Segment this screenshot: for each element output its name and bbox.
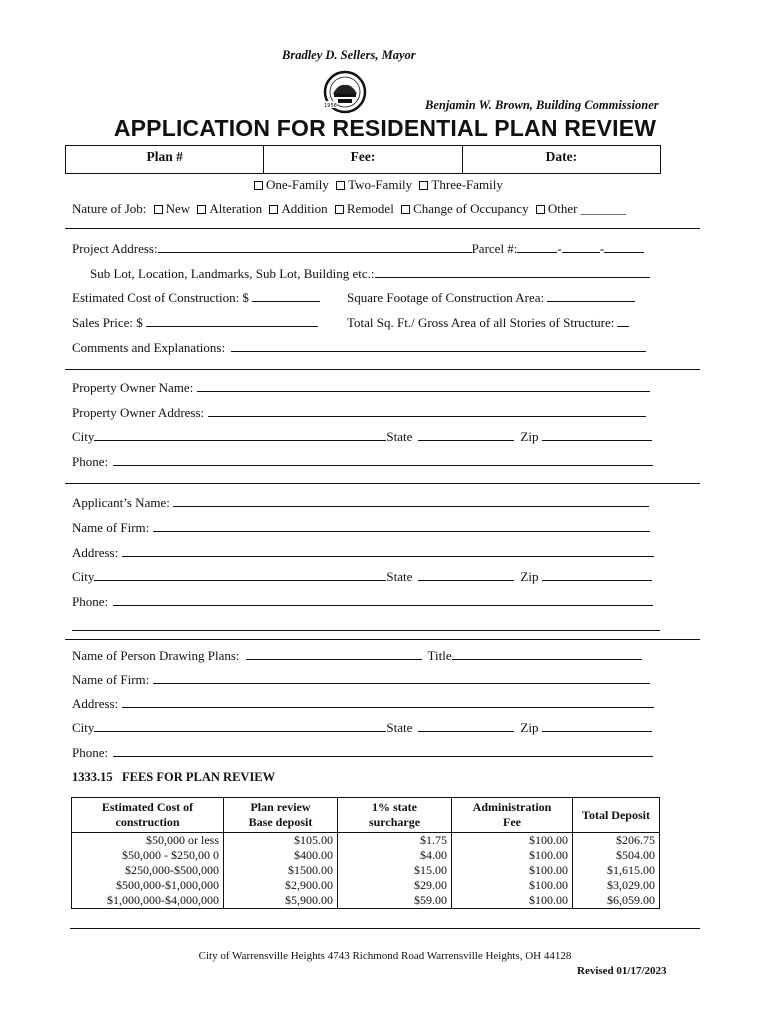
drawer-city-label: City bbox=[72, 720, 95, 735]
nature-of-job-label: Nature of Job: bbox=[72, 201, 147, 216]
drawer-zip-field[interactable] bbox=[542, 720, 652, 732]
svg-text:1958: 1958 bbox=[324, 103, 337, 109]
header-plan-review: Plan review Base deposit bbox=[224, 798, 338, 833]
table-row bbox=[72, 833, 660, 849]
sales-price-label: Sales Price: $ bbox=[72, 315, 143, 330]
admin-fee-cell: $100.00 bbox=[452, 833, 573, 849]
section-divider bbox=[65, 639, 700, 640]
alteration-checkbox[interactable] bbox=[197, 205, 206, 214]
applicant-extra-field[interactable] bbox=[72, 619, 660, 631]
drawer-title-label: Title bbox=[427, 648, 452, 663]
comments-label: Comments and Explanations: bbox=[72, 340, 226, 355]
nature-of-job-row bbox=[72, 201, 626, 217]
comments-field[interactable] bbox=[231, 340, 646, 352]
drawer-state-label: State bbox=[386, 720, 413, 735]
base-deposit-cell: $400.00 bbox=[224, 848, 338, 863]
owner-city-label: City bbox=[72, 429, 95, 444]
remodel-label: Remodel bbox=[346, 201, 394, 216]
project-address-label: Project Address: bbox=[72, 241, 158, 256]
owner-phone-label: Phone: bbox=[72, 454, 109, 469]
applicant-address-field[interactable] bbox=[122, 545, 654, 557]
applicant-zip-field[interactable] bbox=[542, 569, 652, 581]
owner-phone-field[interactable] bbox=[113, 454, 653, 466]
applicant-state-label: State bbox=[386, 569, 413, 584]
applicant-zip-label: Zip bbox=[520, 569, 539, 584]
sublot-field[interactable] bbox=[375, 266, 650, 278]
city-seal-icon bbox=[320, 70, 370, 114]
one-family-checkbox[interactable] bbox=[254, 181, 263, 190]
owner-name-label: Property Owner Name: bbox=[72, 380, 194, 395]
applicant-name-row bbox=[72, 495, 649, 511]
admin-fee-cell: $100.00 bbox=[452, 848, 573, 863]
alteration-label: Alteration bbox=[209, 201, 263, 216]
drawer-city-field[interactable] bbox=[94, 720, 386, 732]
plan-fee-date-box bbox=[65, 145, 661, 174]
total-sqft-field[interactable] bbox=[617, 315, 629, 327]
header-estimated-cost: Estimated Cost of construction bbox=[72, 798, 224, 833]
fee-field[interactable]: Fee: bbox=[263, 146, 461, 173]
parcel-field-2[interactable] bbox=[562, 241, 600, 253]
project-address-row bbox=[72, 241, 644, 257]
drawer-phone-row bbox=[72, 745, 653, 761]
section-divider bbox=[65, 228, 700, 229]
applicant-name-field[interactable] bbox=[173, 495, 649, 507]
drawer-firm-row bbox=[72, 672, 650, 688]
applicant-extra-row bbox=[72, 619, 660, 635]
other-checkbox[interactable] bbox=[536, 205, 545, 214]
one-family-label: One-Family bbox=[266, 177, 329, 192]
owner-city-row bbox=[72, 429, 652, 445]
surcharge-cell: $15.00 bbox=[338, 863, 452, 878]
applicant-address-label: Address: bbox=[72, 545, 119, 560]
sublot-label: Sub Lot, Location, Landmarks, Sub Lot, Building etc.: bbox=[90, 266, 375, 281]
applicant-state-field[interactable] bbox=[418, 569, 514, 581]
drawer-name-label: Name of Person Drawing Plans: bbox=[72, 648, 240, 663]
drawer-state-field[interactable] bbox=[418, 720, 514, 732]
cost-row bbox=[72, 290, 320, 306]
drawer-name-field[interactable] bbox=[246, 648, 422, 660]
base-deposit-cell: $2,900.00 bbox=[224, 878, 338, 893]
fees-header-row bbox=[72, 798, 660, 833]
admin-fee-cell: $100.00 bbox=[452, 893, 573, 909]
cost-range-cell: $50,000 or less bbox=[72, 833, 224, 849]
total-deposit-cell: $6,059.00 bbox=[573, 893, 660, 909]
square-footage-field[interactable] bbox=[547, 290, 635, 302]
surcharge-cell: $59.00 bbox=[338, 893, 452, 909]
header-administration-fee: Administration Fee bbox=[452, 798, 573, 833]
table-row bbox=[72, 848, 660, 863]
parcel-field-1[interactable] bbox=[517, 241, 557, 253]
footer-divider bbox=[70, 928, 700, 929]
estimated-cost-field[interactable] bbox=[252, 290, 320, 302]
commissioner-name: Benjamin W. Brown, Building Commissioner bbox=[425, 98, 659, 112]
applicant-address-row bbox=[72, 545, 654, 561]
owner-phone-row bbox=[72, 454, 653, 470]
addition-label: Addition bbox=[281, 201, 328, 216]
header-total-deposit: Total Deposit bbox=[573, 798, 660, 833]
base-deposit-cell: $105.00 bbox=[224, 833, 338, 849]
family-type-options bbox=[250, 177, 503, 193]
header-state-surcharge: 1% state surcharge bbox=[338, 798, 452, 833]
sqft-row bbox=[347, 290, 635, 306]
applicant-firm-label: Name of Firm: bbox=[72, 520, 150, 535]
applicant-phone-label: Phone: bbox=[72, 594, 109, 609]
owner-address-row bbox=[72, 405, 646, 421]
base-deposit-cell: $1500.00 bbox=[224, 863, 338, 878]
applicant-city-label: City bbox=[72, 569, 95, 584]
applicant-name-label: Applicant’s Name: bbox=[72, 495, 170, 510]
cost-range-cell: $50,000 - $250,00 0 bbox=[72, 848, 224, 863]
owner-name-row bbox=[72, 380, 650, 396]
sales-price-field[interactable] bbox=[146, 315, 318, 327]
table-row bbox=[72, 863, 660, 878]
table-row bbox=[72, 893, 660, 909]
owner-state-field[interactable] bbox=[418, 429, 514, 441]
applicant-city-field[interactable] bbox=[94, 569, 386, 581]
section-divider bbox=[65, 483, 700, 484]
fees-table bbox=[71, 797, 660, 909]
three-family-label: Three-Family bbox=[431, 177, 503, 192]
drawer-title-field[interactable] bbox=[452, 648, 642, 660]
two-family-checkbox[interactable] bbox=[336, 181, 345, 190]
parcel-dash-2: - bbox=[599, 241, 605, 256]
owner-city-field[interactable] bbox=[94, 429, 386, 441]
footer-address: City of Warrensville Heights 4743 Richmond Road Warrensville Heights, OH 44128 bbox=[198, 950, 572, 962]
admin-fee-cell: $100.00 bbox=[452, 878, 573, 893]
total-deposit-cell: $206.75 bbox=[573, 833, 660, 849]
total-deposit-cell: $3,029.00 bbox=[573, 878, 660, 893]
drawer-firm-label: Name of Firm: bbox=[72, 672, 150, 687]
drawer-phone-field[interactable] bbox=[113, 745, 653, 757]
change-of-occupancy-checkbox[interactable] bbox=[401, 205, 410, 214]
square-footage-label: Square Footage of Construction Area: bbox=[347, 290, 545, 305]
applicant-firm-row bbox=[72, 520, 650, 536]
sales-row bbox=[72, 315, 318, 331]
mayor-name: Bradley D. Sellers, Mayor bbox=[282, 48, 416, 62]
applicant-phone-field[interactable] bbox=[113, 594, 653, 606]
applicant-city-row bbox=[72, 569, 652, 585]
drawer-phone-label: Phone: bbox=[72, 745, 109, 760]
three-family-checkbox[interactable] bbox=[419, 181, 428, 190]
surcharge-cell: $1.75 bbox=[338, 833, 452, 849]
change-of-occupancy-label: Change of Occupancy bbox=[413, 201, 529, 216]
estimated-cost-label: Estimated Cost of Construction: $ bbox=[72, 290, 249, 305]
new-checkbox[interactable] bbox=[154, 205, 163, 214]
cost-range-cell: $1,000,000-$4,000,000 bbox=[72, 893, 224, 909]
addition-checkbox[interactable] bbox=[269, 205, 278, 214]
comments-row bbox=[72, 340, 646, 356]
table-row bbox=[72, 878, 660, 893]
cost-range-cell: $250,000-$500,000 bbox=[72, 863, 224, 878]
owner-address-label: Property Owner Address: bbox=[72, 405, 205, 420]
surcharge-cell: $4.00 bbox=[338, 848, 452, 863]
drawer-zip-label: Zip bbox=[520, 720, 539, 735]
admin-fee-cell: $100.00 bbox=[452, 863, 573, 878]
owner-address-field[interactable] bbox=[208, 405, 646, 417]
total-sqft-label: Total Sq. Ft./ Gross Area of all Stories of Structure: bbox=[347, 315, 615, 330]
sublot-row bbox=[90, 266, 650, 282]
owner-zip-label: Zip bbox=[520, 429, 539, 444]
new-label: New bbox=[165, 201, 191, 216]
cost-range-cell: $500,000-$1,000,000 bbox=[72, 878, 224, 893]
parcel-field-3[interactable] bbox=[604, 241, 644, 253]
applicant-phone-row bbox=[72, 594, 653, 610]
plan-number-field[interactable]: Plan # bbox=[146, 149, 183, 164]
owner-zip-field[interactable] bbox=[542, 429, 652, 441]
revised-date: Revised 01/17/2023 bbox=[577, 965, 667, 977]
project-address-field[interactable] bbox=[158, 241, 472, 253]
drawer-address-label: Address: bbox=[72, 696, 119, 711]
total-deposit-cell: $1,615.00 bbox=[573, 863, 660, 878]
form-title: APPLICATION FOR RESIDENTIAL PLAN REVIEW bbox=[113, 115, 657, 141]
drawer-firm-field[interactable] bbox=[153, 672, 650, 684]
drawer-address-field[interactable] bbox=[122, 696, 654, 708]
owner-name-field[interactable] bbox=[197, 380, 650, 392]
total-deposit-cell: $504.00 bbox=[573, 848, 660, 863]
drawer-city-row bbox=[72, 720, 652, 736]
surcharge-cell: $29.00 bbox=[338, 878, 452, 893]
total-sqft-row bbox=[347, 315, 629, 331]
section-divider bbox=[65, 369, 700, 370]
fees-section-title: 1333.15 FEES FOR PLAN REVIEW bbox=[72, 770, 276, 784]
owner-state-label: State bbox=[386, 429, 413, 444]
remodel-checkbox[interactable] bbox=[335, 205, 344, 214]
parcel-dash-1: - bbox=[557, 241, 562, 256]
date-field[interactable]: Date: bbox=[462, 146, 660, 173]
two-family-label: Two-Family bbox=[348, 177, 413, 192]
parcel-label: Parcel #: bbox=[471, 241, 518, 256]
base-deposit-cell: $5,900.00 bbox=[224, 893, 338, 909]
drawer-address-row bbox=[72, 696, 654, 712]
applicant-firm-field[interactable] bbox=[153, 520, 650, 532]
other-label: Other _______ bbox=[547, 201, 627, 216]
drawer-name-row bbox=[72, 648, 642, 664]
